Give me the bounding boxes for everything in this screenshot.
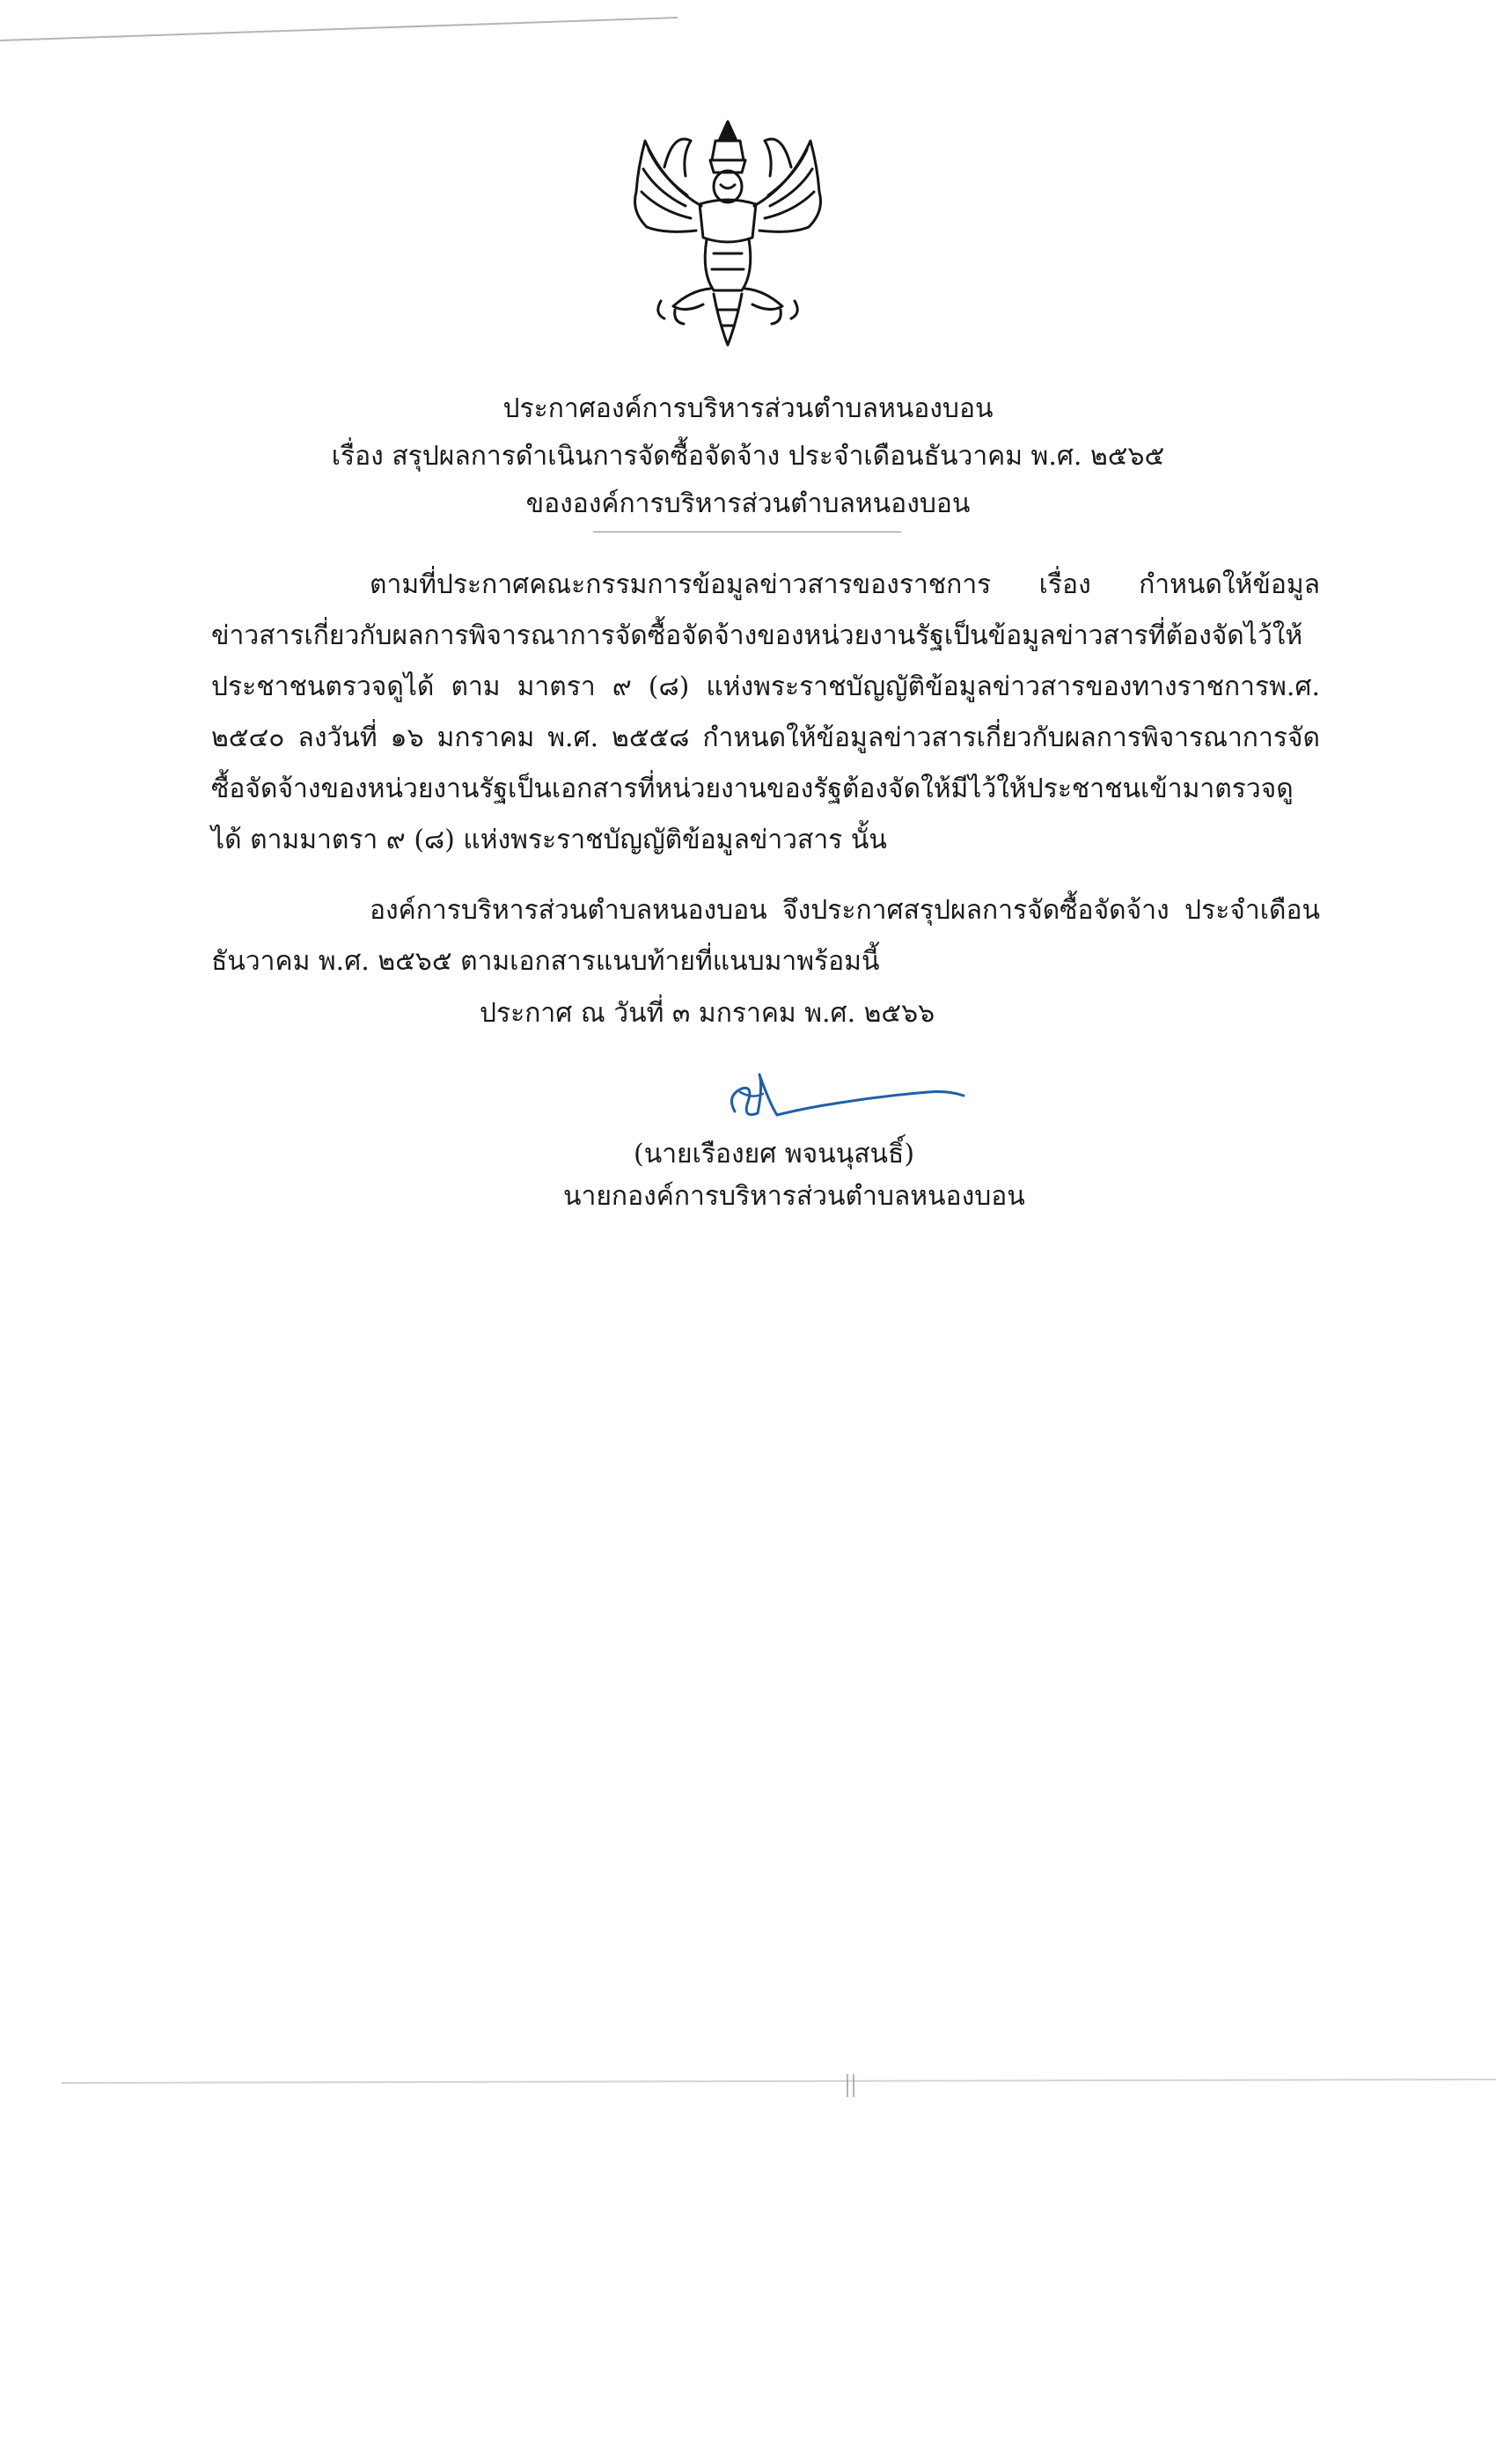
announcement-header [264,385,1232,528]
handwritten-signature [708,1069,972,1131]
scan-edge-bottom [62,2072,1496,2099]
scan-edge-top [0,16,678,51]
signatory-name: (นายเรืองยศ พจนนุสนธิ์) [634,1139,915,1170]
garuda-emblem-icon [612,114,845,352]
header-organization: ขององค์การบริหารส่วนตำบลหนองบอน [525,488,971,519]
announcement-date: ประกาศ ณ วันที่ ๓ มกราคม พ.ศ. ๒๕๖๖ [480,998,935,1029]
signatory-title: นายกองค์การบริหารส่วนตำบลหนองบอน [563,1181,1025,1212]
announcement-body [211,560,1320,1007]
header-title: ประกาศองค์การบริหารส่วนตำบลหนองบอน [502,393,994,424]
body-paragraph-1: ตามที่ประกาศคณะกรรมการข้อมูลข่าวสารของราชการ เรื่อง กำหนดให้ข้อมูลข่าวสารเกี่ยวกับผลการพิจารณาการจัดซื้อจัดจ้างของหน่วยงานรัฐเป็นข้อมูลข่าวสารที่ต้องจัดไว้ให้ประชาชนตรวจดูได้ ตาม มาตรา ๙ (๘) แห่งพระราชบัญญัติข้อมูลข่าวสารของทางราชการพ.ศ. ๒๕๔๐ ลงวันที่ ๑๖ มกราคม พ.ศ. ๒๕๕๘ กำหนดให้ข้อมูลข่าวสารเกี่ยวกับผลการพิจารณาการจัดซื้อจัดจ้างของหน่วยงานรัฐเป็นเอกสารที่หน่วยงานของรัฐต้องจัดให้มีไว้ให้ประชาชนเข้ามาตรวจดูได้ ตามมาตรา ๙ (๘) แห่งพระราชบัญญัติข้อมูลข่าวสาร นั้น [211,569,1320,855]
header-subject: เรื่อง สรุปผลการดำเนินการจัดซื้อจัดจ้าง ประจำเดือนธันวาคม พ.ศ. ๒๕๖๕ [331,441,1165,472]
body-paragraph-2: องค์การบริหารส่วนตำบลหนองบอน จึงประกาศสรุปผลการจัดซื้อจัดจ้าง ประจำเดือนธันวาคม พ.ศ. ๒๕๖๕ ตามเอกสารแนบท้ายที่แนบมาพร้อมนี้ [211,895,1320,977]
